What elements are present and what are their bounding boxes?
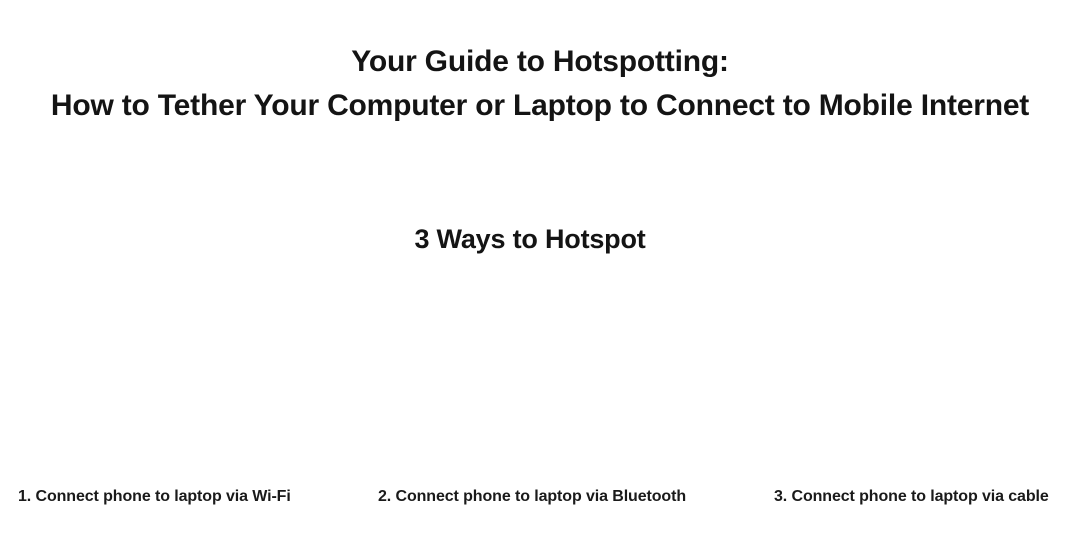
caption-item-wifi: 1. Connect phone to laptop via Wi-Fi	[18, 488, 291, 505]
section-heading-text: 3 Ways to Hotspot	[414, 224, 646, 254]
section-heading	[0, 224, 1080, 255]
caption-item-bluetooth: 2. Connect phone to laptop via Bluetooth	[378, 488, 686, 505]
page-title	[0, 44, 1080, 124]
title-line-secondary: How to Tether Your Computer or Laptop to Connect to Mobile Internet	[50, 89, 1030, 122]
caption-row	[0, 488, 1080, 518]
title-line-primary: Your Guide to Hotspotting:	[351, 45, 729, 78]
caption-item-cable: 3. Connect phone to laptop via cable	[774, 488, 1049, 505]
